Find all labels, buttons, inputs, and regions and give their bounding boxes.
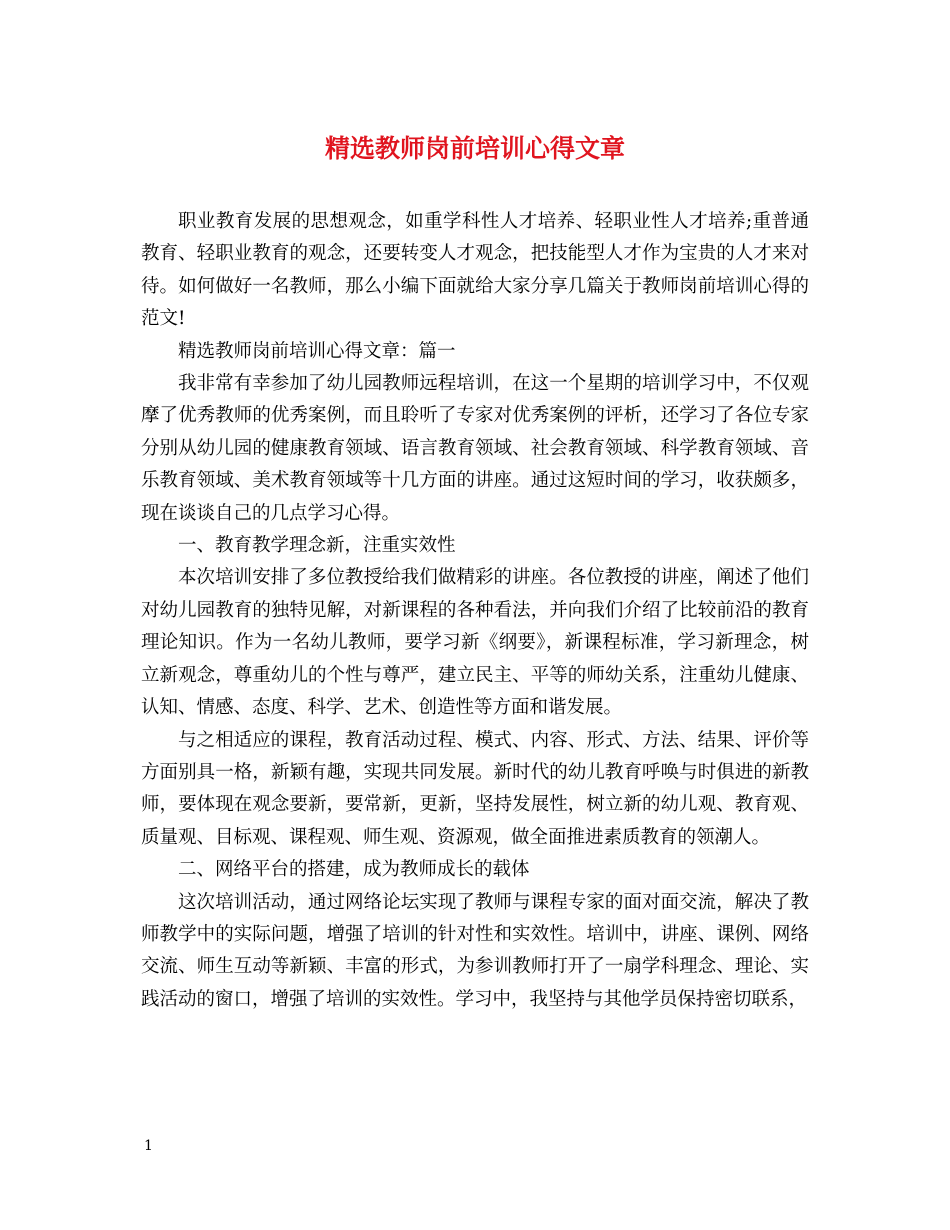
body-paragraph: 我非常有幸参加了幼儿园教师远程培训，在这一个星期的培训学习中，不仅观摩了优秀教师的优秀案例，而且聆听了专家对优秀案例的评析，还学习了各位专家分别从幼儿园的健康教育领域、语言教育领域、社会教育领域、科学教育领域、音乐教育领域、美术教育领域等十几方面的讲座。通过这短时间的学习，收获颇多，现在谈谈自己的几点学习心得。: [141, 373, 809, 524]
page-number: 1: [144, 1138, 153, 1154]
body-paragraph: 与之相适应的课程，教育活动过程、模式、内容、形式、方法、结果、评价等方面别具一格，新颖有趣，实现共同发展。新时代的幼儿教育呼唤与时俱进的新教师，要体现在观念要新，要常新，更新，坚持发展性，树立新的幼儿观、教育观、质量观、目标观、课程观、师生观、资源观，做全面推进素质教育的领潮人。: [141, 729, 809, 848]
document-body: [141, 206, 809, 1016]
section-heading-one: 一、教育教学理念新，注重实效性: [178, 535, 456, 557]
body-paragraph: 这次培训活动，通过网络论坛实现了教师与课程专家的面对面交流，解决了教师教学中的实际问题，增强了培训的针对性和实效性。培训中，讲座、课例、网络交流、师生互动等新颖、丰富的形式，为参训教师打开了一扇学科理念、理论、实践活动的窗口，增强了培训的实效性。学习中，我坚持与其他学员保持密切联系，: [141, 891, 809, 1010]
document-title: 精选教师岗前培训心得文章: [324, 134, 625, 163]
section-heading-article-one: 精选教师岗前培训心得文章：篇一: [178, 340, 456, 362]
intro-paragraph: 职业教育发展的思想观念，如重学科性人才培养、轻职业性人才培养;重普通教育、轻职业教育的观念，还要转变人才观念，把技能型人才作为宝贵的人才来对待。如何做好一名教师，那么小编下面就给大家分享几篇关于教师岗前培训心得的范文!: [141, 211, 809, 330]
section-heading-two: 二、网络平台的搭建，成为教师成长的载体: [178, 859, 530, 881]
body-paragraph: 本次培训安排了多位教授给我们做精彩的讲座。各位教授的讲座，阐述了他们对幼儿园教育的独特见解，对新课程的各种看法，并向我们介绍了比较前沿的教育理论知识。作为一名幼儿教师，要学习新《纲要》，新课程标准，学习新理念，树立新观念，尊重幼儿的个性与尊严，建立民主、平等的师幼关系，注重幼儿健康、认知、情感、态度、科学、艺术、创造性等方面和谐发展。: [141, 567, 809, 719]
